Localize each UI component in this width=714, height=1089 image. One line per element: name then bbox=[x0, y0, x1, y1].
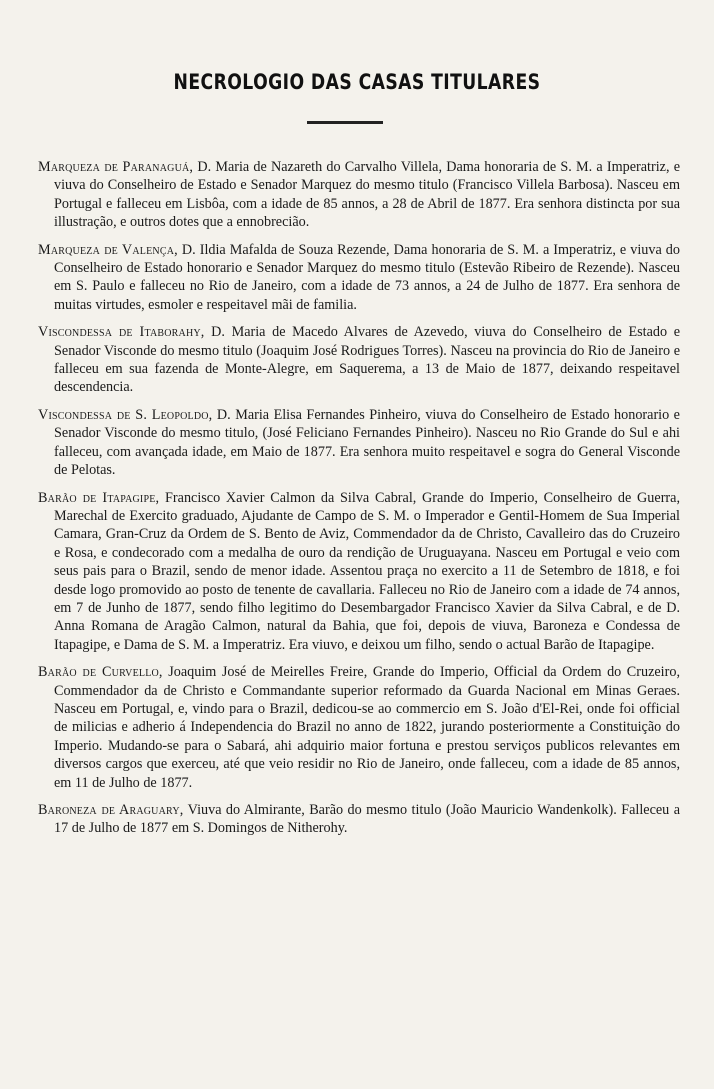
entry-viscondessa-itaborahy bbox=[38, 323, 680, 397]
entry-name: Viscondessa de Itaborahy, bbox=[38, 324, 205, 341]
entries-list bbox=[38, 158, 680, 847]
entry-marqueza-paranagua bbox=[38, 158, 680, 232]
page-title: NECROLOGIO DAS CASAS TITULARES bbox=[173, 70, 541, 94]
entry-baroneza-araguary bbox=[38, 801, 680, 838]
entry-text: Joaquim José de Meirelles Freire, Grande do Imperio, Official da Ordem do Cruzeiro, Commendador da de Christo e Commandante superior reformado da Guarda Nacional em Minas Geraes. Nasceu em Portugal, e, vindo para o Brazil, dedicou-se ao commercio em S. João d'El-Rei, onde foi official de milicias e adherio á Independencia do Brazil no anno de 1822, jurando posteriormente a Constituição do Imperio. Mudando-se para o Sabará, ahi adquirio maior fortuna e prestou serviços publicos relevantes em diversos cargos que exerceu, até que veio residir no Rio de Janeiro, onde falleceu, com a idade de 85 annos, em 11 de Julho de 1877. bbox=[54, 664, 680, 791]
entry-text: D. Maria de Nazareth do Carvalho Villela, Dama honoraria de S. M. a Imperatriz, e viuva do Conselheiro de Estado e Senador Marquez do mesmo titulo (Francisco Villela Barbosa). Nasceu em Portugal e falleceu em Lisbôa, com a idade de 85 annos, a 28 de Abril de 1877. Era senhora distincta por sua illustração, e outros dotes que a ennobrecião. bbox=[54, 159, 681, 231]
entry-viscondessa-s-leopoldo bbox=[38, 406, 680, 480]
entry-name: Barão de Curvello, bbox=[38, 664, 163, 681]
entry-text: D. Maria de Macedo Alvares de Azevedo, viuva do Conselheiro de Estado e Senador Visconde do mesmo titulo (Joaquim José Rodrigues Torres). Nasceu na provincia do Rio de Janeiro e falleceu em sua fazenda de Monte-Alegre, em Saquerema, a 13 de Maio de 1877, deixando respeitavel descendencia. bbox=[54, 324, 680, 396]
entry-name: Marqueza de Valença, bbox=[38, 241, 178, 258]
entry-text: D. Ildia Mafalda de Souza Rezende, Dama honoraria de S. M. a Imperatriz, e viuva do Conselheiro de Estado honorario e Senador Marquez do mesmo titulo (Estevão Ribeiro de Rezende). Nasceu em S. Paulo e falleceu no Rio de Janeiro, com a idade de 73 annos, a 24 de Julho de 1877. Era senhora de muitas virtudes, esmoler e respeitavel mãi de familia. bbox=[54, 241, 680, 313]
entry-text: Francisco Xavier Calmon da Silva Cabral, Grande do Imperio, Conselheiro de Guerra, Marechal de Exercito graduado, Ajudante de Campo de S. M. o Imperador e Gentil-Homem de Sua Imperial Camara, Gran-Cruz da Ordem de S. Bento de Aviz, Commendador da de Christo, Cavalleiro das do Cruzeiro e Rosa, e condecorado com a medalha de ouro da rendição de Uruguayana. Nasceu em Portugal e veio com seus pais para o Brazil, sendo de menor idade. Assentou praça no exercito a 11 de Setembro de 1818, e foi desde logo promovido ao posto de tenente de cavallaria. Falleceu no Rio de Janeiro com a idade de 74 annos, em 7 de Junho de 1877, sendo filho legitimo do Desembargador Francisco Xavier da Silva Cabral, e de D. Anna Romana de Aragão Calmon, natural da Bahia, que foi, depois de viuva, Baroneza e Condessa de Itapagipe, e Dama de S. M. a Imperatriz. Era viuvo, e deixou um filho, sendo o actual Barão de Itapagipe. bbox=[54, 489, 680, 653]
title-rule bbox=[307, 121, 383, 124]
entry-name: Barão de Itapagipe, bbox=[38, 489, 160, 506]
entry-text: Viuva do Almirante, Barão do mesmo titulo (João Mauricio Wandenkolk). Falleceu a 17 de Julho de 1877 em S. Domingos de Nitherohy. bbox=[54, 802, 680, 837]
entry-text: D. Maria Elisa Fernandes Pinheiro, viuva do Conselheiro de Estado honorario e Senador Visconde do mesmo titulo, (José Feliciano Fernandes Pinheiro). Nasceu no Rio Grande do Sul e ahi falleceu, com avançada idade, em Maio de 1877. Era senhora muito respeitavel e sogra do General Visconde de Pelotas. bbox=[54, 406, 680, 479]
entry-barao-curvello bbox=[38, 663, 680, 792]
entry-name: Baroneza de Araguary, bbox=[38, 802, 184, 818]
entry-name: Viscondessa de S. Leopoldo, bbox=[38, 406, 213, 423]
entry-barao-itapagipe bbox=[38, 489, 680, 655]
entry-name: Marqueza de Paranaguá, bbox=[38, 159, 194, 175]
entry-marqueza-valenca bbox=[38, 241, 680, 315]
